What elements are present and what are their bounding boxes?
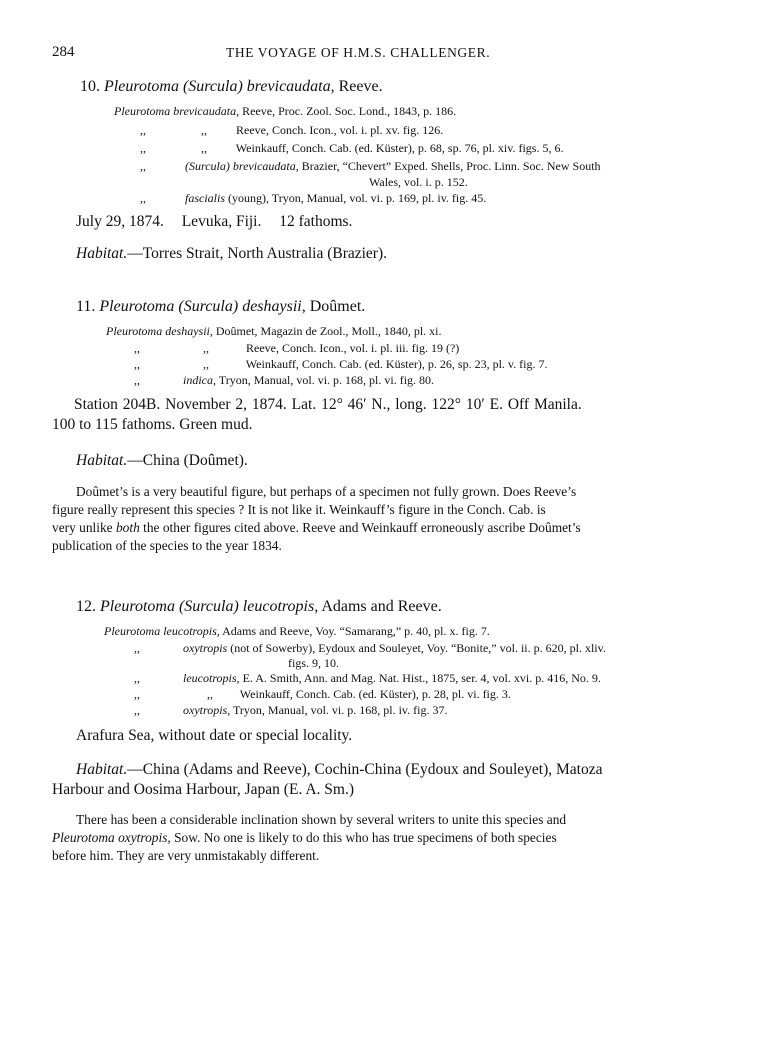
- page-header: [50, 44, 736, 62]
- habitat-line-cont: Harbour and Oosima Harbour, Japan (E. A. Sm.): [52, 781, 354, 798]
- species-number: 11.: [76, 298, 96, 315]
- station-record-cont: 100 to 115 fathoms. Green mud.: [52, 416, 253, 433]
- habitat-line: Habitat.—China (Doûmet).: [76, 452, 248, 469]
- species-name: deshaysii,: [242, 298, 306, 315]
- synonymy-line: ,, ,, Weinkauff, Conch. Cab. (ed. Küster), p. 26, sp. 23, pl. v. fig. 7.: [134, 357, 548, 371]
- commentary-line: Doûmet’s is a very beautiful figure, but perhaps of a specimen not fully grown. Does Reeve’s: [76, 484, 577, 499]
- species-name: leucotropis,: [242, 598, 319, 615]
- running-title: THE VOYAGE OF H.M.S. CHALLENGER.: [226, 45, 491, 60]
- synonymy-line: ,, (Surcula) brevicaudata, Brazier, “Chevert” Exped. Shells, Proc. Linn. Soc. New South: [140, 159, 601, 173]
- synonymy-line: Pleurotoma leucotropis, Adams and Reeve, Voy. “Samarang,” p. 40, pl. x. fig. 7.: [104, 624, 490, 638]
- commentary-line: publication of the species to the year 1834.: [52, 538, 282, 553]
- page-number: 284: [52, 44, 75, 60]
- synonymy-line: ,, ,, Reeve, Conch. Icon., vol. i. pl. xv. fig. 126.: [140, 123, 444, 137]
- species-heading-10: [80, 78, 383, 96]
- species-author: Doûmet.: [309, 298, 366, 315]
- station-record: Station 204B. November 2, 1874. Lat. 12° 46′ N., long. 122° 10′ E. Off Manila.: [74, 396, 582, 413]
- species-heading-11: [76, 298, 365, 316]
- habitat-line: Habitat.—Torres Strait, North Australia (Brazier).: [76, 245, 388, 262]
- commentary-line: There has been a considerable inclination shown by several writers to unite this species and: [76, 812, 567, 827]
- species-number: 10.: [80, 78, 100, 95]
- species-author: Reeve.: [338, 78, 383, 95]
- synonymy-line: ,, oxytropis (not of Sowerby), Eydoux and Souleyet, Voy. “Bonite,” vol. ii. p. 620, pl. xliv.: [134, 641, 606, 655]
- commentary-line: before him. They are very unmistakably different.: [52, 848, 320, 863]
- subgenus-name: (Surcula): [178, 298, 239, 315]
- species-name: brevicaudata,: [246, 78, 335, 95]
- synonymy-line: ,, ,, Weinkauff, Conch. Cab. (ed. Küster), p. 28, pl. vi. fig. 3.: [134, 687, 511, 701]
- synonymy-line: Wales, vol. i. p. 152.: [369, 175, 468, 189]
- locality-line: Arafura Sea, without date or special locality.: [76, 727, 353, 744]
- synonymy-line: Pleurotoma brevicaudata, Reeve, Proc. Zool. Soc. Lond., 1843, p. 186.: [114, 104, 457, 118]
- synonymy-line: ,, oxytropis, Tryon, Manual, vol. vi. p. 168, pl. iv. fig. 37.: [134, 703, 448, 717]
- genus-name: Pleurotoma: [104, 78, 179, 95]
- genus-name: Pleurotoma: [100, 598, 175, 615]
- commentary-line: figure really represent this species ? It is not like it. Weinkauff’s figure in the Conch. Cab. is: [52, 502, 546, 517]
- subgenus-name: (Surcula): [182, 78, 243, 95]
- synonymy-line: figs. 9, 10.: [288, 656, 339, 670]
- commentary-line: Pleurotoma oxytropis, Sow. No one is likely to do this who has true specimens of both species: [52, 830, 557, 845]
- collection-record: July 29, 1874. Levuka, Fiji. 12 fathoms.: [76, 213, 353, 230]
- commentary-line: very unlike both the other figures cited above. Reeve and Weinkauff erroneously ascribe Doûmet’s: [52, 520, 581, 535]
- synonymy-line: ,, ,, Weinkauff, Conch. Cab. (ed. Küster), p. 68, sp. 76, pl. xiv. figs. 5, 6.: [140, 141, 564, 155]
- habitat-line: Habitat.—China (Adams and Reeve), Cochin-China (Eydoux and Souleyet), Matoza: [76, 761, 603, 778]
- subgenus-name: (Surcula): [178, 598, 239, 615]
- genus-name: Pleurotoma: [99, 298, 175, 315]
- species-number: 12.: [76, 598, 96, 615]
- synonymy-line: ,, ,, Reeve, Conch. Icon., vol. i. pl. iii. fig. 19 (?): [134, 341, 460, 355]
- synonymy-line: Pleurotoma deshaysii, Doûmet, Magazin de Zool., Moll., 1840, pl. xi.: [106, 324, 442, 338]
- synonymy-line: ,, leucotropis, E. A. Smith, Ann. and Mag. Nat. Hist., 1875, ser. 4, vol. xvi. p. 416, No. 9.: [134, 671, 601, 685]
- synonymy-line: ,, indica, Tryon, Manual, vol. vi. p. 168, pl. vi. fig. 80.: [134, 373, 435, 387]
- synonymy-line: ,, fascialis (young), Tryon, Manual, vol. vi. p. 169, pl. iv. fig. 45.: [140, 191, 487, 205]
- species-heading-12: [76, 598, 442, 616]
- species-author: Adams and Reeve.: [321, 598, 442, 615]
